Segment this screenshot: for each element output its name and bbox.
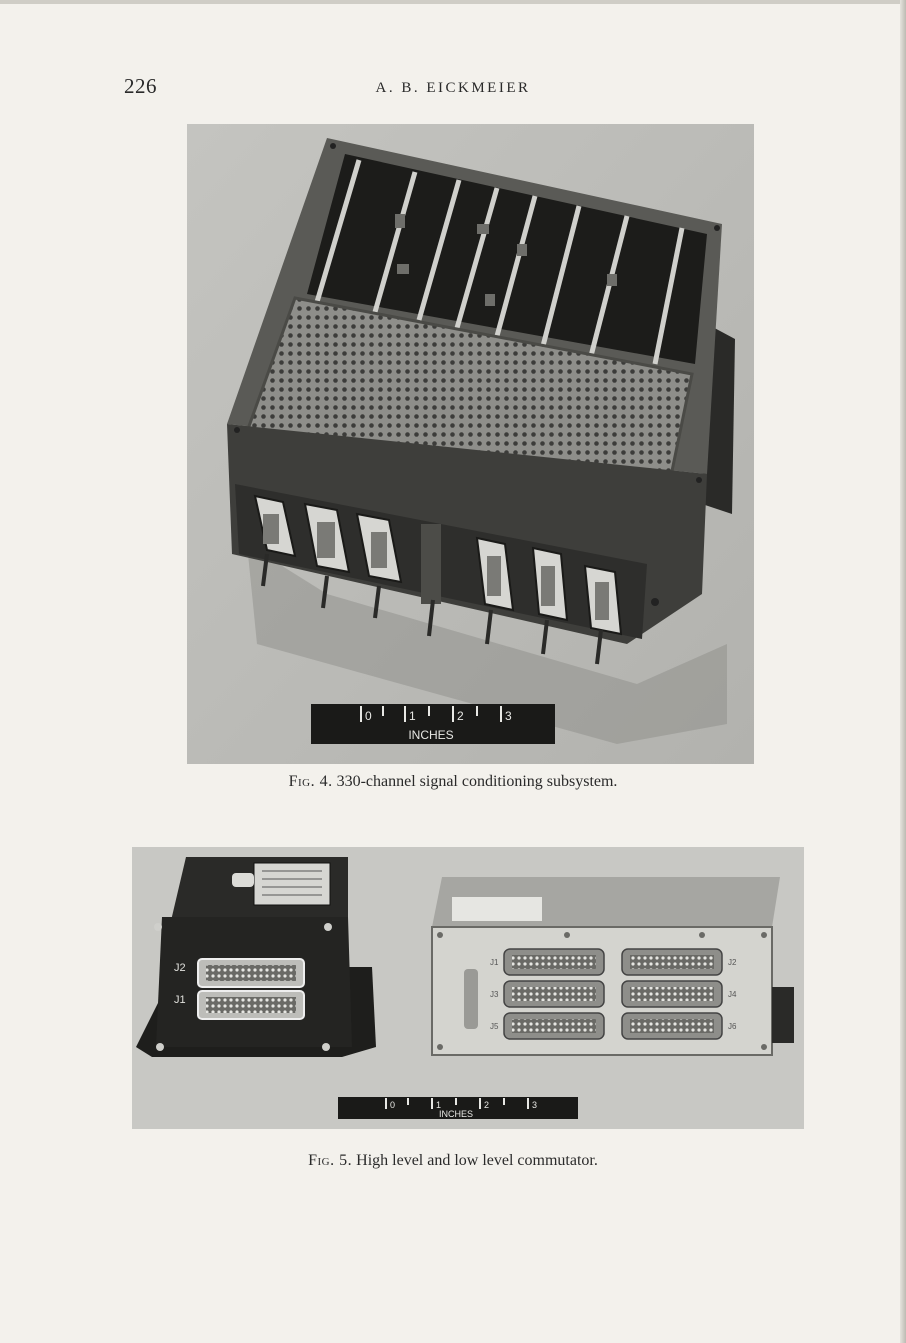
scale-tick-label: 1	[409, 709, 416, 723]
figure-5-scale-bar	[338, 1097, 578, 1119]
page-number: 226	[124, 74, 157, 98]
connector-label: J5	[490, 1022, 499, 1031]
page-top-edge	[0, 0, 906, 4]
running-head: A. B. EICKMEIER	[375, 80, 531, 96]
connector-label: J4	[728, 990, 737, 999]
connector-label: J2	[728, 958, 737, 967]
scale-unit-label: INCHES	[438, 1109, 474, 1119]
scale-unit-label: INCHES	[408, 728, 454, 742]
connector-label: J1	[490, 958, 499, 967]
figure-4-scale-bar	[311, 704, 555, 744]
connector-label: J2	[174, 962, 186, 974]
figure-4-caption	[0, 773, 906, 791]
scale-tick-label: 1	[436, 1100, 442, 1110]
scale-tick-label: 3	[532, 1100, 538, 1110]
figure-4-photo	[187, 124, 754, 764]
low-level-commutator-unit	[432, 877, 794, 1055]
figure-5-photo	[132, 847, 804, 1129]
scale-tick-label: 0	[390, 1100, 396, 1110]
figure-4-caption-label: Fig. 4.	[288, 773, 333, 790]
connector-label: J6	[728, 1022, 737, 1031]
page-right-edge	[900, 0, 906, 1343]
connector-label: J3	[490, 990, 499, 999]
figure-5-caption-text: High level and low level commutator.	[356, 1152, 598, 1169]
scale-tick-label: 0	[365, 709, 372, 723]
figure-4-caption-text: 330-channel signal conditioning subsystem.	[336, 773, 618, 790]
scale-tick-label: 2	[484, 1100, 490, 1110]
connector-label: J1	[174, 994, 186, 1006]
scale-tick-label: 2	[457, 709, 464, 723]
figure-5-caption-label: Fig. 5.	[308, 1152, 353, 1169]
figure-5-caption	[0, 1152, 906, 1170]
scale-tick-label: 3	[505, 709, 512, 723]
